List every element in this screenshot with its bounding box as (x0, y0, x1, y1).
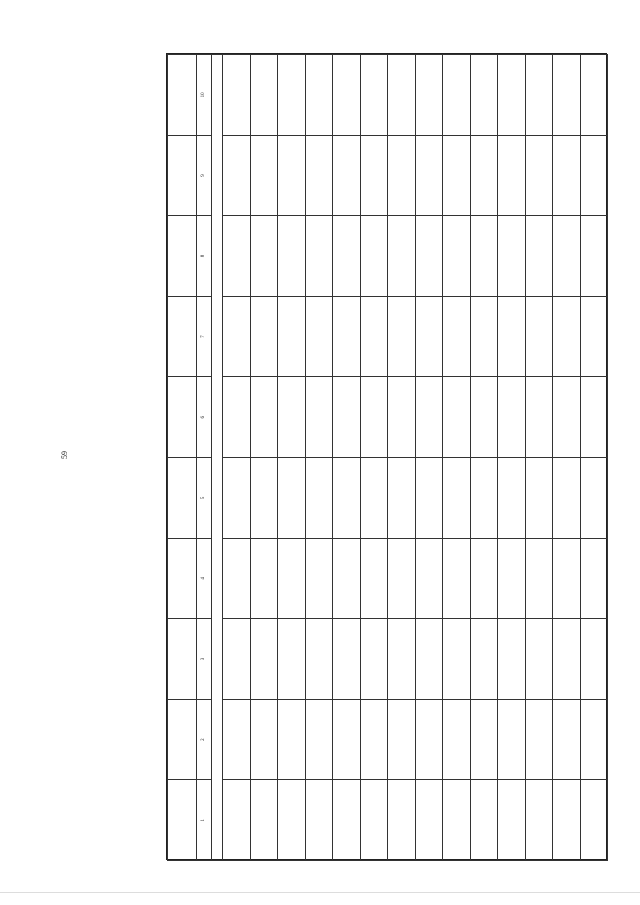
table-cell (415, 538, 443, 619)
table-cell (223, 699, 251, 780)
table-cell (415, 619, 443, 700)
table-separator (212, 55, 223, 861)
table-cell (305, 619, 333, 700)
table-cell (278, 619, 306, 700)
table-cell (498, 619, 526, 700)
header-cell (168, 377, 197, 458)
table-cell (223, 538, 251, 619)
table-cell (415, 699, 443, 780)
row-number (223, 780, 251, 861)
header-cell (168, 458, 197, 539)
table-cell (360, 216, 388, 297)
row-number (305, 780, 333, 861)
table-cell (360, 619, 388, 700)
table-cell (278, 377, 306, 458)
header-cell (168, 135, 197, 216)
table-cell (580, 216, 608, 297)
column-index: 6 (197, 377, 212, 458)
table-cell (333, 538, 361, 619)
table-cell (553, 216, 581, 297)
row-number (498, 780, 526, 861)
table-cell (498, 538, 526, 619)
header-cell (168, 216, 197, 297)
column-index: 7 (197, 296, 212, 377)
table-cell (388, 135, 416, 216)
table-cell (443, 296, 471, 377)
table-cell (553, 458, 581, 539)
table-row (415, 55, 443, 861)
table-cell (525, 296, 553, 377)
table-cell (388, 538, 416, 619)
table-cell (278, 538, 306, 619)
table-cell (415, 216, 443, 297)
table-cell (360, 538, 388, 619)
table-cell (580, 538, 608, 619)
table-cell (278, 296, 306, 377)
table-row (388, 55, 416, 861)
table-cell (333, 377, 361, 458)
table-cell (333, 135, 361, 216)
table-cell (360, 55, 388, 136)
table-cell (278, 55, 306, 136)
table-cell (305, 458, 333, 539)
table-cell (250, 699, 278, 780)
row-number (278, 780, 306, 861)
table-cell (553, 55, 581, 136)
table-cell (443, 135, 471, 216)
data-table (167, 54, 608, 861)
table-cell (360, 458, 388, 539)
row-number (388, 780, 416, 861)
row-number (470, 780, 498, 861)
table-row (498, 55, 526, 861)
table-cell (580, 296, 608, 377)
column-index: 10 (197, 55, 212, 136)
table-frame (166, 53, 607, 860)
column-index: 9 (197, 135, 212, 216)
table-cell (415, 135, 443, 216)
table-cell (498, 296, 526, 377)
row-number (580, 780, 608, 861)
table-cell (305, 538, 333, 619)
table-row (360, 55, 388, 861)
table-cell (470, 296, 498, 377)
table-cell (498, 458, 526, 539)
header-cell (168, 296, 197, 377)
table-cell (580, 458, 608, 539)
table-cell (415, 55, 443, 136)
header-cell (168, 699, 197, 780)
table-cell (553, 377, 581, 458)
table-cell (470, 55, 498, 136)
table-cell (443, 619, 471, 700)
table-cell (360, 296, 388, 377)
table-cell (223, 458, 251, 539)
row-number (333, 780, 361, 861)
table-cell (333, 619, 361, 700)
table-cell (498, 135, 526, 216)
table-cell (388, 296, 416, 377)
table-cell (360, 377, 388, 458)
table-row (250, 55, 278, 861)
table-cell (553, 296, 581, 377)
table-cell (305, 135, 333, 216)
table-cell (305, 55, 333, 136)
table-row (305, 55, 333, 861)
table-cell (498, 55, 526, 136)
table-cell (223, 619, 251, 700)
table-cell (333, 216, 361, 297)
row-number (553, 780, 581, 861)
header-cell (168, 55, 197, 136)
table-cell (250, 619, 278, 700)
table-cell (443, 458, 471, 539)
column-index: 2 (197, 699, 212, 780)
column-index: 4 (197, 538, 212, 619)
table-cell (333, 296, 361, 377)
table-cell (305, 377, 333, 458)
table-cell (470, 135, 498, 216)
table-cell (388, 699, 416, 780)
table-cell (580, 377, 608, 458)
table-cell (278, 135, 306, 216)
table-cell (223, 55, 251, 136)
table-cell (470, 377, 498, 458)
table-cell (388, 377, 416, 458)
table-cell (470, 619, 498, 700)
table-cell (278, 458, 306, 539)
table-cell (250, 135, 278, 216)
table-cell (443, 55, 471, 136)
table-cell (223, 216, 251, 297)
table-row (223, 55, 251, 861)
column-index: 5 (197, 458, 212, 539)
table-cell (580, 135, 608, 216)
table-row (278, 55, 306, 861)
table-cell (553, 538, 581, 619)
table-cell (305, 296, 333, 377)
row-number (250, 780, 278, 861)
table-cell (443, 377, 471, 458)
row-number (443, 780, 471, 861)
table-cell (333, 458, 361, 539)
row-number (525, 780, 553, 861)
table-cell (223, 377, 251, 458)
table-cell (415, 296, 443, 377)
table-row (443, 55, 471, 861)
table-cell (388, 55, 416, 136)
table-cell (470, 538, 498, 619)
table-cell (553, 135, 581, 216)
page-bottom-rule (0, 892, 640, 893)
table-cell (250, 55, 278, 136)
table-cell (525, 458, 553, 539)
table-cell (498, 216, 526, 297)
table-row (580, 55, 608, 861)
table-row (470, 55, 498, 861)
table-cell (553, 699, 581, 780)
table-cell (250, 296, 278, 377)
table-cell (580, 619, 608, 700)
table-cell (278, 699, 306, 780)
table-cell (415, 377, 443, 458)
table-row (525, 55, 553, 861)
table-cell (305, 216, 333, 297)
table-cell (470, 458, 498, 539)
column-index: 1 (197, 780, 212, 861)
table-cell (553, 619, 581, 700)
table-cell (333, 55, 361, 136)
table-cell (250, 538, 278, 619)
table-row (553, 55, 581, 861)
table-cell (525, 377, 553, 458)
table-cell (443, 216, 471, 297)
table-cell (525, 55, 553, 136)
column-index: 3 (197, 619, 212, 700)
table-cell (498, 377, 526, 458)
table-cell (223, 135, 251, 216)
column-index: 8 (197, 216, 212, 297)
table-cell (360, 699, 388, 780)
table-cell (250, 216, 278, 297)
table-cell (388, 619, 416, 700)
table-cell (470, 699, 498, 780)
table-cell (360, 135, 388, 216)
row-number (360, 780, 388, 861)
table-cell (443, 538, 471, 619)
table-cell (443, 699, 471, 780)
table-cell (525, 135, 553, 216)
rotated-table-wrap (167, 54, 608, 861)
table-cell (415, 458, 443, 539)
table-cell (580, 699, 608, 780)
table-row (333, 55, 361, 861)
table-cell (498, 699, 526, 780)
table-cell (250, 377, 278, 458)
table-cell (525, 699, 553, 780)
table-cell (525, 538, 553, 619)
page-number: 59 (60, 451, 69, 459)
header-cell (168, 619, 197, 700)
table-cell (580, 55, 608, 136)
table-cell (388, 458, 416, 539)
row-number (415, 780, 443, 861)
table-cell (278, 216, 306, 297)
table-cell (388, 216, 416, 297)
table-cell (250, 458, 278, 539)
table-cell (470, 216, 498, 297)
table-cell (333, 699, 361, 780)
table-cell (305, 699, 333, 780)
header-cell (168, 538, 197, 619)
table-cell (525, 619, 553, 700)
table-cell (223, 296, 251, 377)
header-cell (168, 780, 197, 861)
table-cell (525, 216, 553, 297)
